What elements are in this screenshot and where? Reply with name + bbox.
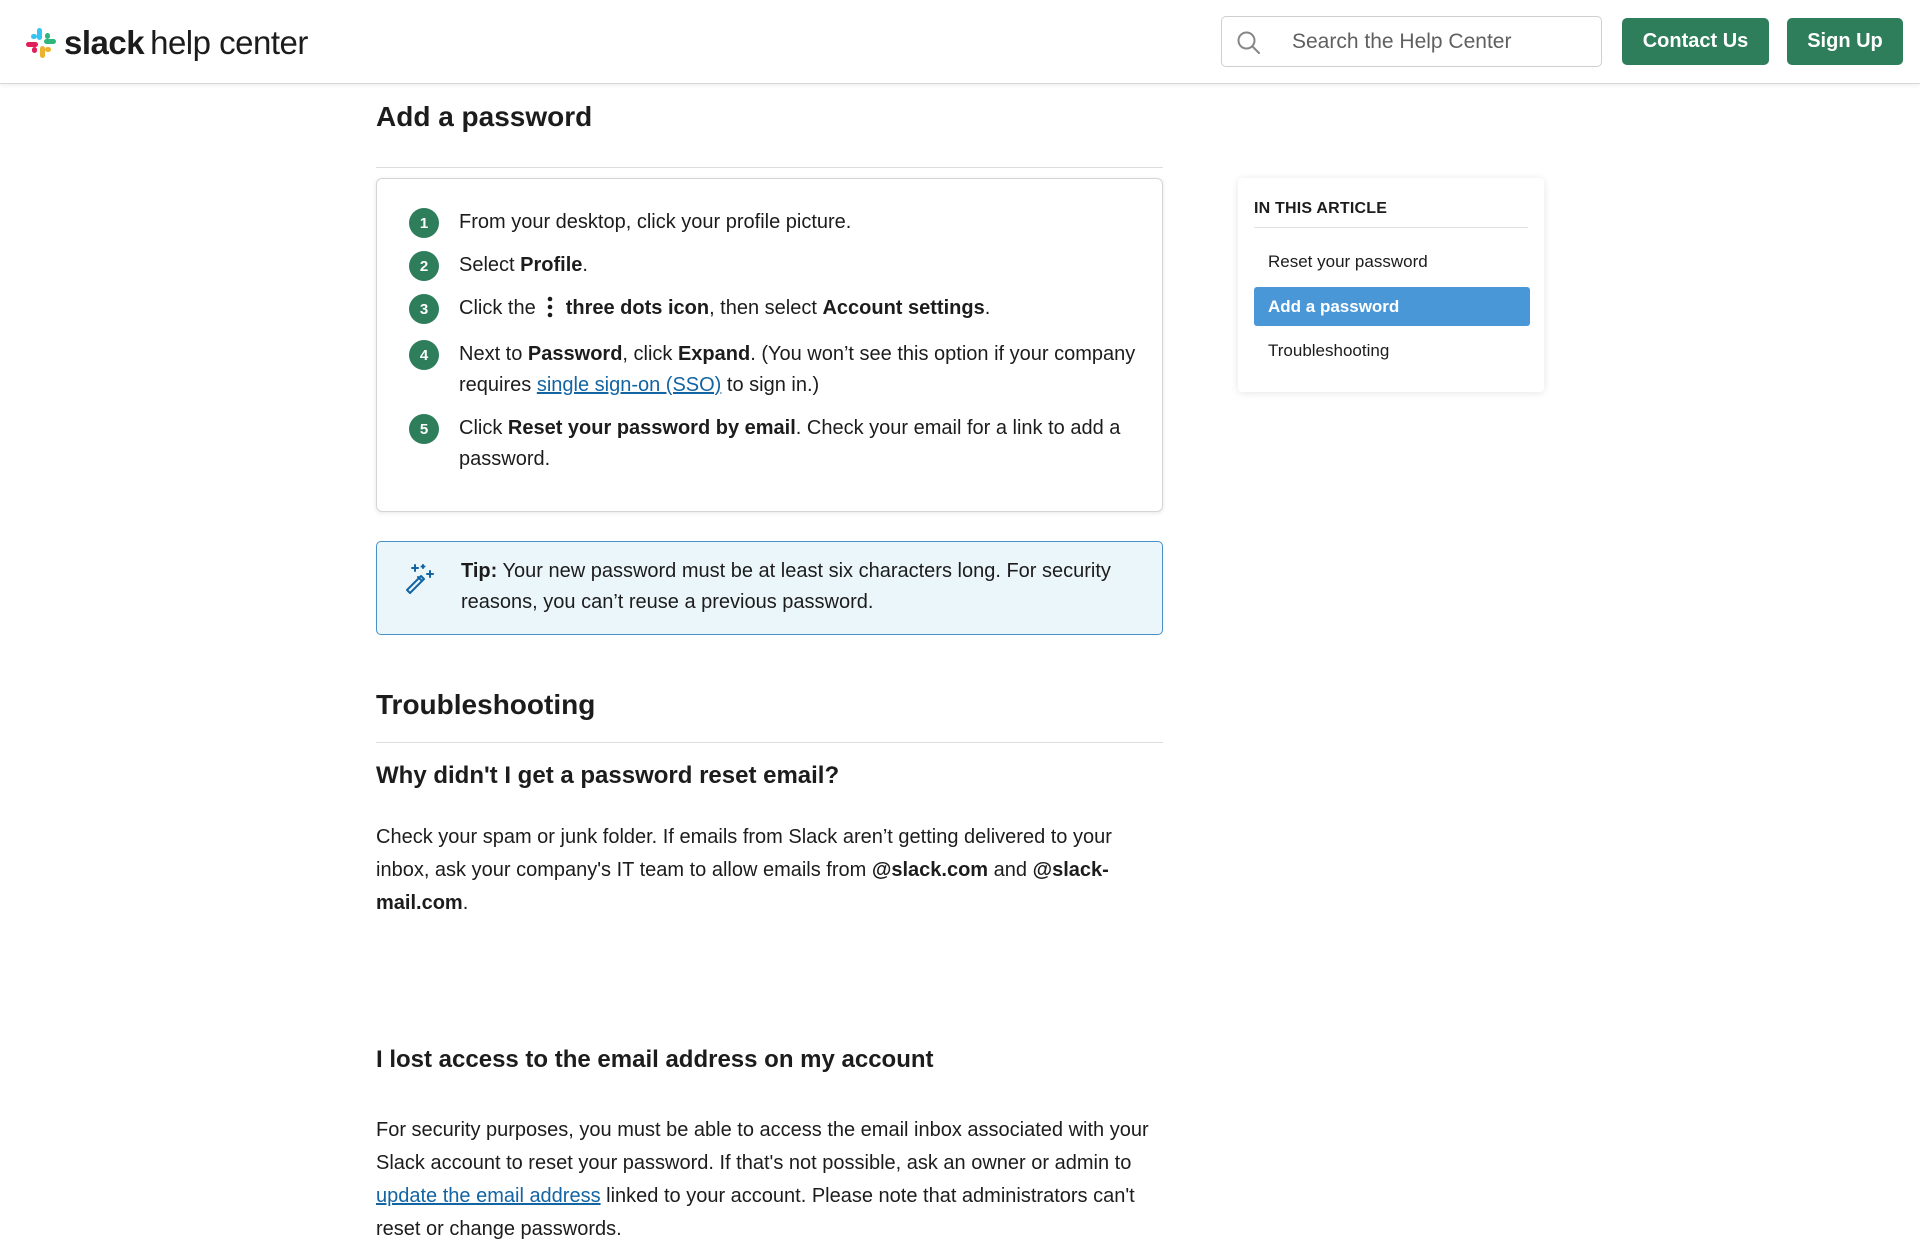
step-text-part: . (You won’t see this option if your company requires [459,343,1136,396]
question-heading-lost-email: I lost access to the email address on my account [376,1046,934,1073]
toc-title: IN THIS ARTICLE [1254,200,1528,228]
answer-lost-email [376,1114,1163,1246]
add-password-section-heading [376,100,1163,168]
logo-word-help-center: help center [150,24,308,61]
troubleshooting-title: Troubleshooting [376,689,596,720]
step-number: 2 [409,251,439,281]
answer-reset-email [376,821,1163,920]
step-text-part: Next to [459,343,528,365]
step-text-part: Click the [459,297,536,319]
step-text-part: . [582,254,588,276]
step-text: From your desktop, click your profile picture. [459,211,852,233]
list-item [409,250,1139,281]
slack-logo-icon [26,28,56,58]
sign-up-button[interactable]: Sign Up [1787,18,1903,65]
step-text-part: to sign in.) [721,374,820,396]
search-box[interactable] [1221,16,1602,67]
in-this-article-toc [1238,178,1544,392]
toc-item-add-password[interactable]: Add a password [1254,287,1530,326]
step-text [459,413,1139,475]
toc-item-troubleshooting[interactable]: Troubleshooting [1268,340,1390,360]
sso-link[interactable]: single sign-on (SSO) [536,374,722,396]
logo-wordmark [64,26,308,59]
step-text [459,339,1139,401]
step-text-bold: three dots icon [565,297,710,319]
list-item [409,413,1139,475]
step-text-bold: Profile [520,254,583,276]
step-number: 3 [409,294,439,324]
step-text [459,293,1139,324]
slack-help-center-logo[interactable] [26,26,308,59]
step-text-part: Select [459,254,521,276]
tip-text [461,556,1151,618]
answer-text: linked to your account. Please note that administrators can't reset or change passwords. [376,1185,1135,1240]
answer-text: and [988,859,1033,881]
answer-text: . [462,892,469,914]
answer-bold: @slack-mail.com [376,859,1109,914]
step-text-part: , click [622,343,678,365]
contact-us-button[interactable]: Contact Us [1622,18,1769,65]
three-dots-icon [546,296,554,318]
step-text-part: , then select [709,297,823,319]
step-text-part: Click [459,417,508,439]
toc-item-reset-password[interactable]: Reset your password [1268,251,1428,271]
step-text-bold: Expand [677,343,751,365]
tip-label: Tip: [461,560,498,582]
step-text-part: . Check your email for a link to add a password. [459,417,1121,470]
step-number: 4 [409,340,439,370]
magic-wand-icon [403,562,437,596]
list-item [409,339,1139,401]
answer-bold: @slack.com [871,859,989,881]
step-text-part: . [984,297,991,319]
top-header [0,0,1920,84]
update-email-link[interactable]: update the email address [376,1185,601,1207]
step-text-bold: Account settings [822,297,985,319]
search-input[interactable] [1292,17,1592,66]
step-number: 1 [409,208,439,238]
troubleshooting-section-heading [376,688,1163,743]
step-text-bold: Reset your password by email [507,417,796,439]
question-heading-reset-email: Why didn't I get a password reset email? [376,762,840,789]
steps-list [376,178,1163,512]
answer-text: Check your spam or junk folder. If emails from Slack aren’t getting delivered to your inbox, ask your company's IT team to allow emails from [376,826,1112,881]
search-icon [1236,30,1262,56]
answer-text: For security purposes, you must be able to access the email inbox associated with your Slack account to reset your password. If that's not possible, ask an owner or admin to [376,1119,1149,1174]
tip-body: Your new password must be at least six characters long. For security reasons, you can’t reuse a previous password. [461,560,1111,613]
logo-word-slack: slack [64,24,145,61]
step-text-bold: Password [527,343,623,365]
list-item [409,293,1139,324]
add-password-title: Add a password [376,101,593,132]
step-number: 5 [409,414,439,444]
step-text [459,250,1139,281]
list-item [409,207,1139,238]
tip-callout [376,541,1163,635]
